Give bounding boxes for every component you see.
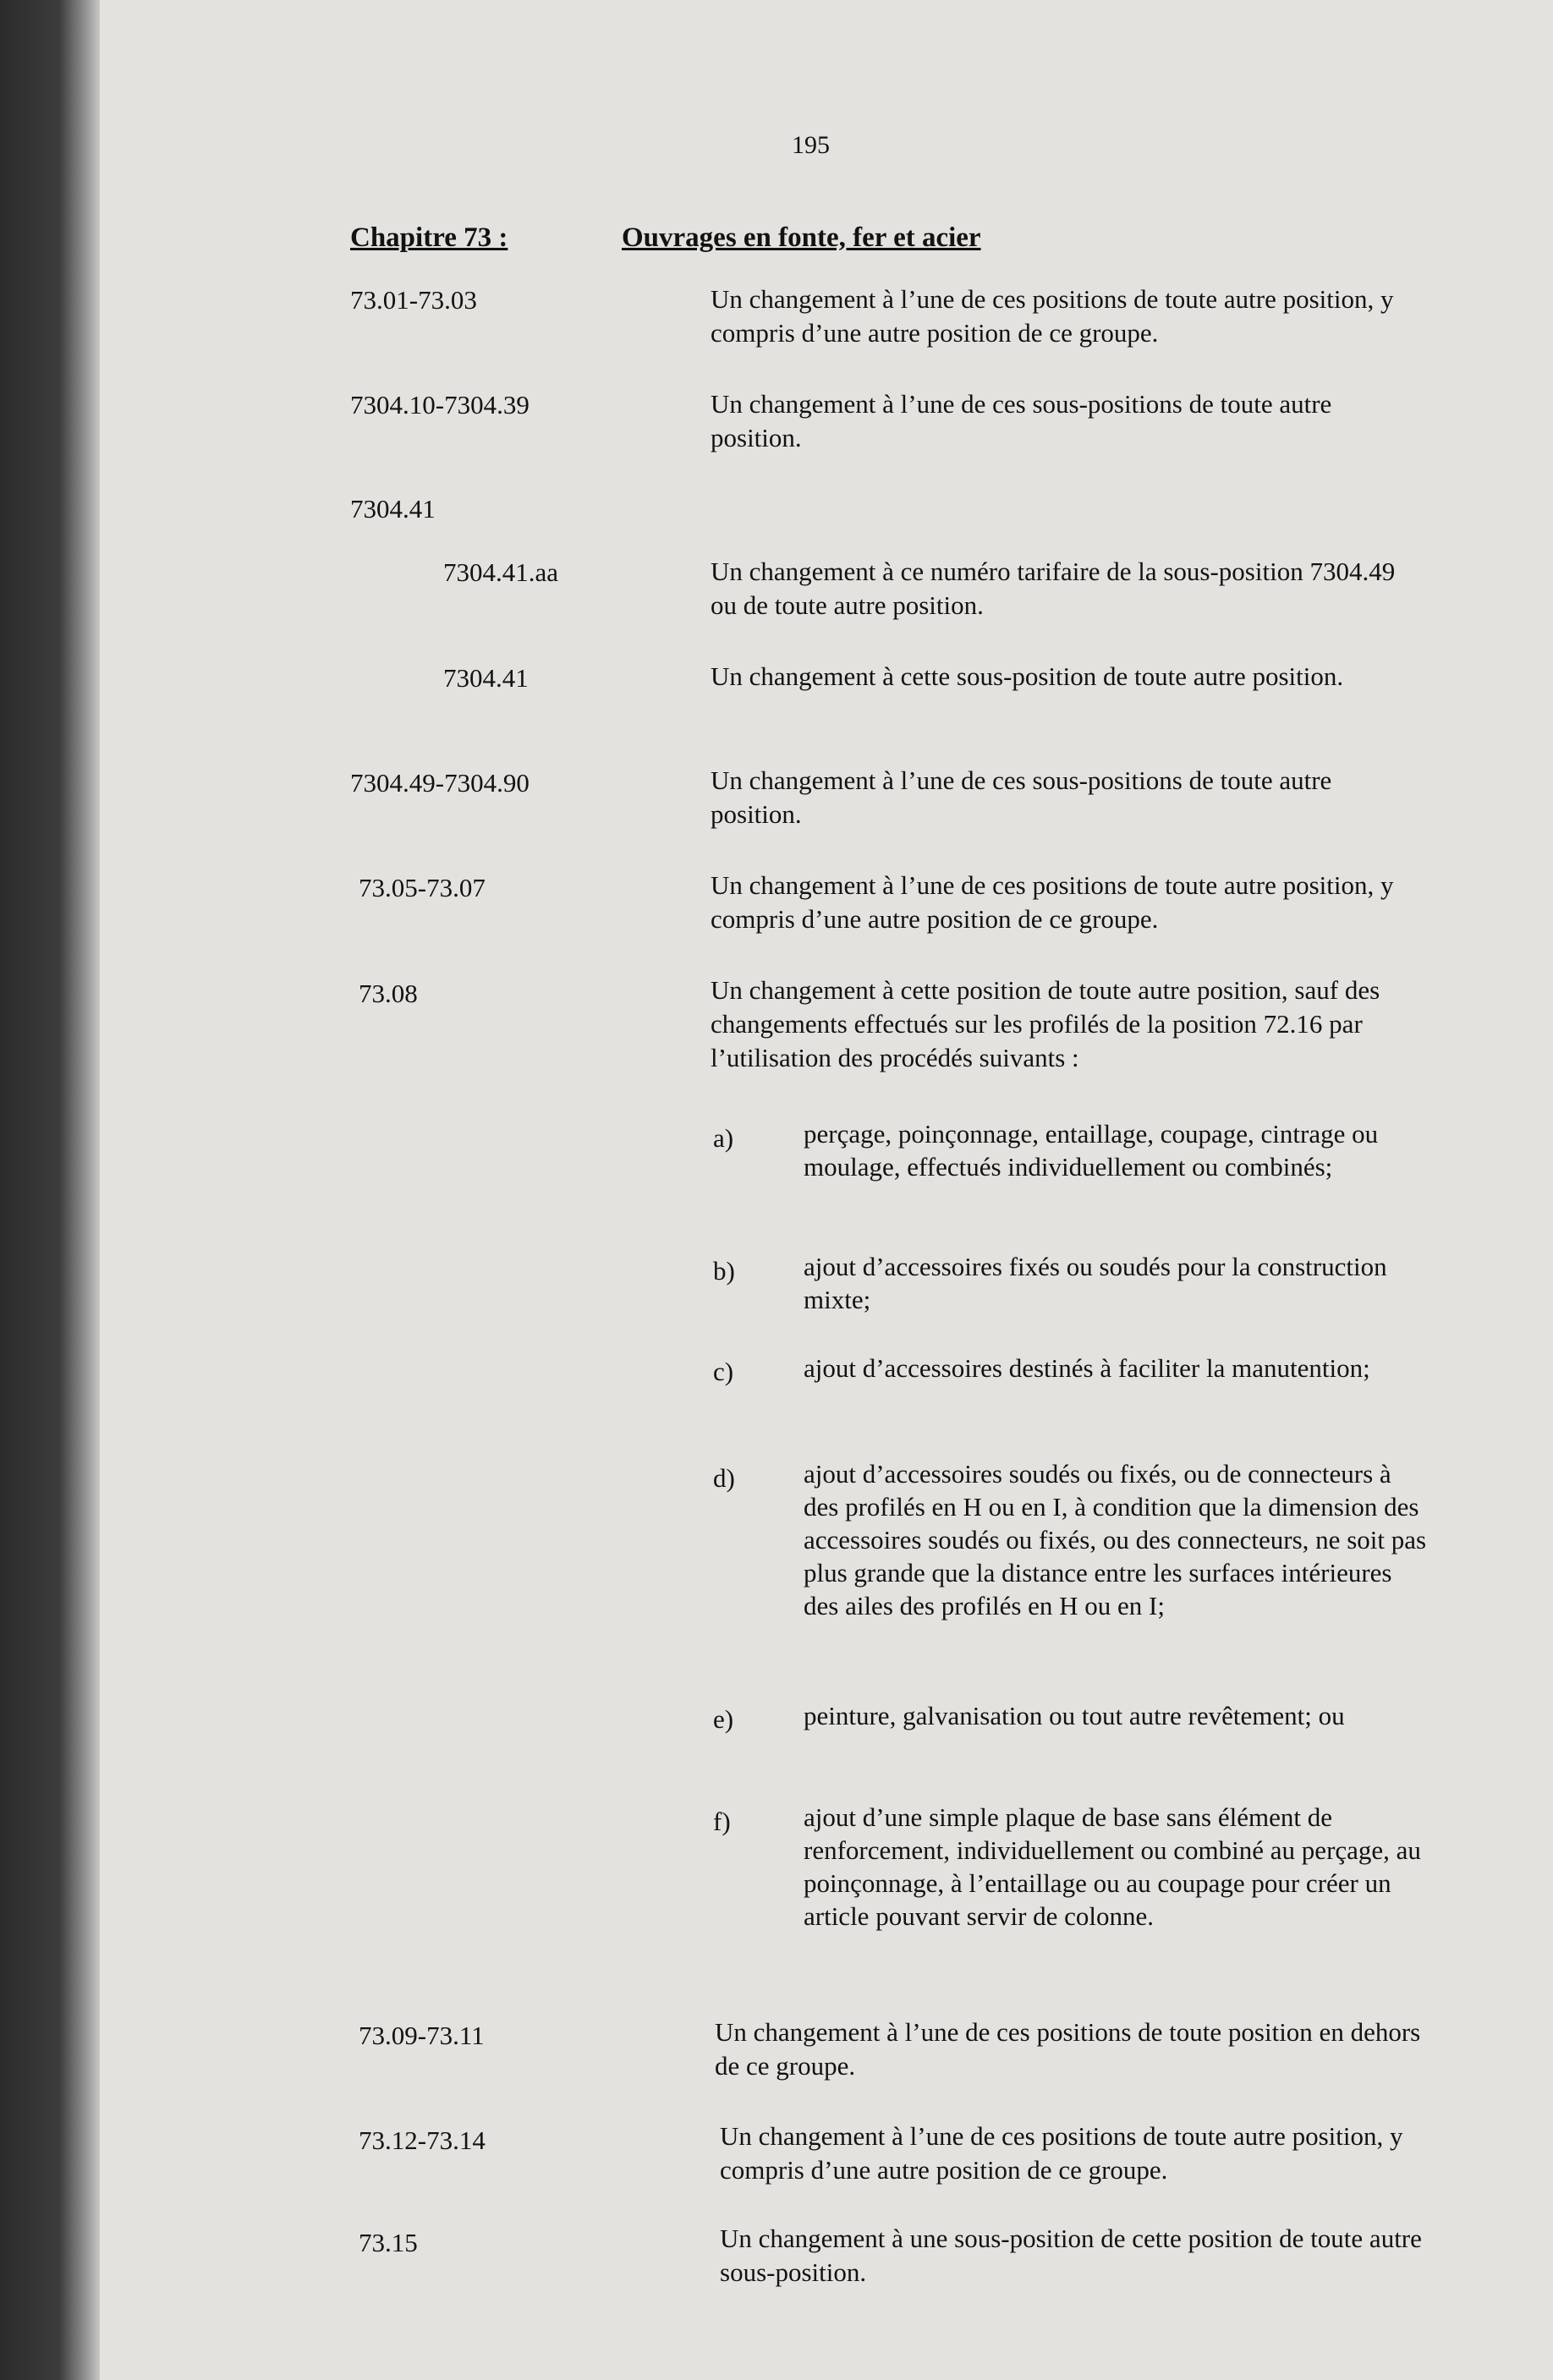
rule-text: Un changement à l’une de ces positions de toute position en dehors de ce groupe.: [715, 2017, 1421, 2081]
page-number: 195: [792, 131, 830, 159]
item-label: e): [713, 1704, 734, 1734]
rule-text: Un changement à cette position de toute autre position, sauf des changements effectués sur les profilés de la position 72.16 par l’utilisation des procédés suivants :: [711, 975, 1380, 1072]
item-text: perçage, poinçonnage, entaillage, coupage, cintrage ou moulage, effectués individuellement ou combinés;: [804, 1119, 1379, 1182]
rule-text: Un changement à l’une de ces sous-positions de toute autre position.: [711, 765, 1332, 829]
heading-code: 7304.49-7304.90: [350, 768, 530, 798]
heading-code: 73.05-73.07: [359, 873, 486, 902]
rule-text: Un changement à ce numéro tarifaire de la sous-position 7304.49 ou de toute autre position.: [711, 557, 1396, 620]
item-label: a): [713, 1123, 734, 1153]
book-binding-shadow: [0, 0, 100, 2380]
rule-text: Un changement à cette sous-position de toute autre position.: [711, 661, 1344, 691]
heading-code: 7304.41.aa: [443, 557, 559, 587]
heading-code: 73.01-73.03: [350, 285, 477, 315]
rule-text: Un changement à l’une de ces positions de toute autre position, y compris d’une autre position de ce groupe.: [711, 870, 1394, 934]
chapter-title: Ouvrages en fonte, fer et acier: [622, 222, 981, 253]
heading-code: 73.12-73.14: [359, 2125, 486, 2155]
document-page: [100, 0, 1553, 2380]
heading-code: 73.09-73.11: [359, 2021, 485, 2050]
item-label: d): [713, 1463, 735, 1493]
heading-code: 7304.41: [350, 494, 436, 524]
item-label: b): [713, 1256, 735, 1286]
rule-text: Un changement à une sous-position de cette position de toute autre sous-position.: [720, 2224, 1422, 2287]
heading-code: 7304.41: [443, 663, 529, 693]
rule-text: Un changement à l’une de ces sous-positions de toute autre position.: [711, 389, 1332, 452]
item-text: ajout d’une simple plaque de base sans élément de renforcement, individuellement ou combiné au perçage, au poinçonnage, à l’entaillage ou au coupage pour créer un article pouvant servir de colonne.: [804, 1802, 1421, 1931]
rule-text: Un changement à l’une de ces positions de toute autre position, y compris d’une autre position de ce groupe.: [720, 2121, 1403, 2185]
item-text: ajout d’accessoires fixés ou soudés pour la construction mixte;: [804, 1252, 1387, 1314]
heading-code: 7304.10-7304.39: [350, 390, 530, 420]
item-text: ajout d’accessoires soudés ou fixés, ou de connecteurs à des profilés en H ou en I, à condition que la dimension des accessoires soudés ou fixés, ou des connecteurs, ne soit pas plus grande que la distance entre les surfaces intérieures des ailes des profilés en H ou en I;: [804, 1459, 1427, 1620]
item-label: f): [713, 1807, 731, 1836]
heading-code: 73.15: [359, 2228, 418, 2257]
item-text: ajout d’accessoires destinés à faciliter la manutention;: [804, 1353, 1370, 1383]
item-text: peinture, galvanisation ou tout autre revêtement; ou: [804, 1701, 1345, 1730]
item-label: c): [713, 1357, 734, 1386]
heading-code: 73.08: [359, 979, 418, 1008]
rule-text: Un changement à l’une de ces positions de toute autre position, y compris d’une autre position de ce groupe.: [711, 284, 1394, 348]
chapter-label: Chapitre 73 :: [350, 222, 508, 253]
